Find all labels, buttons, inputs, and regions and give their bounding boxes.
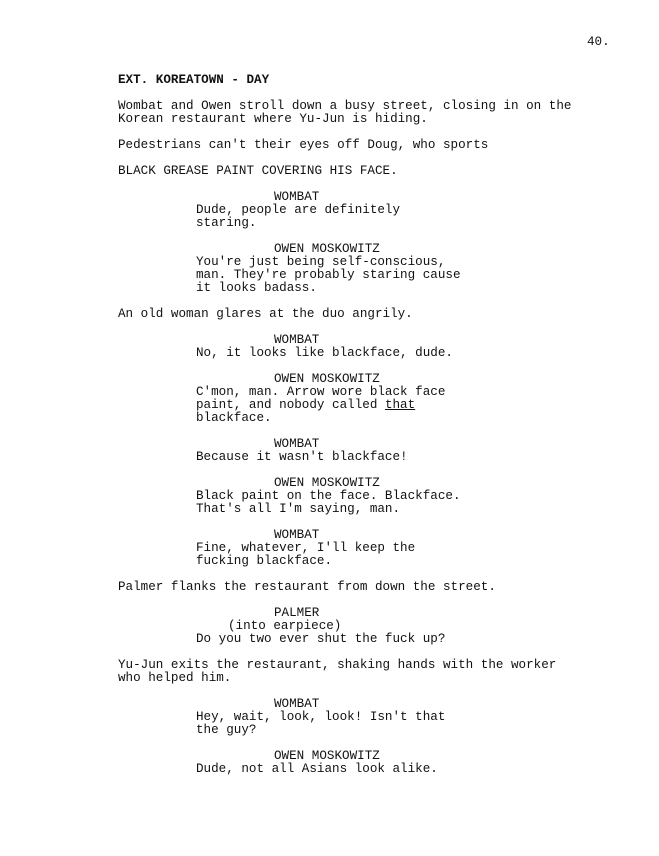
action-line: Palmer flanks the restaurant from down the street. [118,580,496,594]
character-cue: WOMBAT [274,437,320,451]
action-line: Pedestrians can't their eyes off Doug, who sports [118,138,489,152]
character-cue: PALMER [274,606,320,620]
dialogue-line: man. They're probably staring cause [196,268,461,282]
character-cue: WOMBAT [274,190,320,204]
dialogue-line: it looks badass. [196,281,317,295]
page-number: 40. [587,35,610,49]
action-line: An old woman glares at the duo angrily. [118,307,413,321]
action-line: who helped him. [118,671,232,685]
action-line: Korean restaurant where Yu-Jun is hiding. [118,112,428,126]
parenthetical: (into earpiece) [228,619,342,633]
action-line: Yu-Jun exits the restaurant, shaking hands with the worker [118,658,557,672]
action-line: Wombat and Owen stroll down a busy street, closing in on the [118,99,572,113]
dialogue-line: Dude, people are definitely [196,203,401,217]
scene-heading: EXT. KOREATOWN - DAY [118,73,270,87]
character-cue: OWEN MOSKOWITZ [274,476,380,490]
dialogue-line: the guy? [196,723,257,737]
action-line: BLACK GREASE PAINT COVERING HIS FACE. [118,164,398,178]
dialogue-line: No, it looks like blackface, dude. [196,346,453,360]
dialogue-line: Do you two ever shut the fuck up? [196,632,446,646]
dialogue-line: staring. [196,216,257,230]
underlined-word: that [384,398,416,412]
dialogue-line: Hey, wait, look, look! Isn't that [196,710,446,724]
character-cue: OWEN MOSKOWITZ [274,372,380,386]
dialogue-line: Black paint on the face. Blackface. [196,489,461,503]
character-cue: OWEN MOSKOWITZ [274,242,380,256]
dialogue-line: You're just being self-conscious, [196,255,446,269]
dialogue-line: Fine, whatever, I'll keep the [196,541,416,555]
character-cue: WOMBAT [274,697,320,711]
dialogue-line: blackface. [196,411,272,425]
dialogue-line: Because it wasn't blackface! [196,450,408,464]
dialogue-line: C'mon, man. Arrow wore black face [196,385,446,399]
character-cue: WOMBAT [274,528,320,542]
dialogue-line: Dude, not all Asians look alike. [196,762,438,776]
dialogue-line: That's all I'm saying, man. [196,502,401,516]
character-cue: OWEN MOSKOWITZ [274,749,380,763]
dialogue-text: paint, and nobody called [196,398,385,412]
character-cue: WOMBAT [274,333,320,347]
dialogue-line: fucking blackface. [196,554,333,568]
